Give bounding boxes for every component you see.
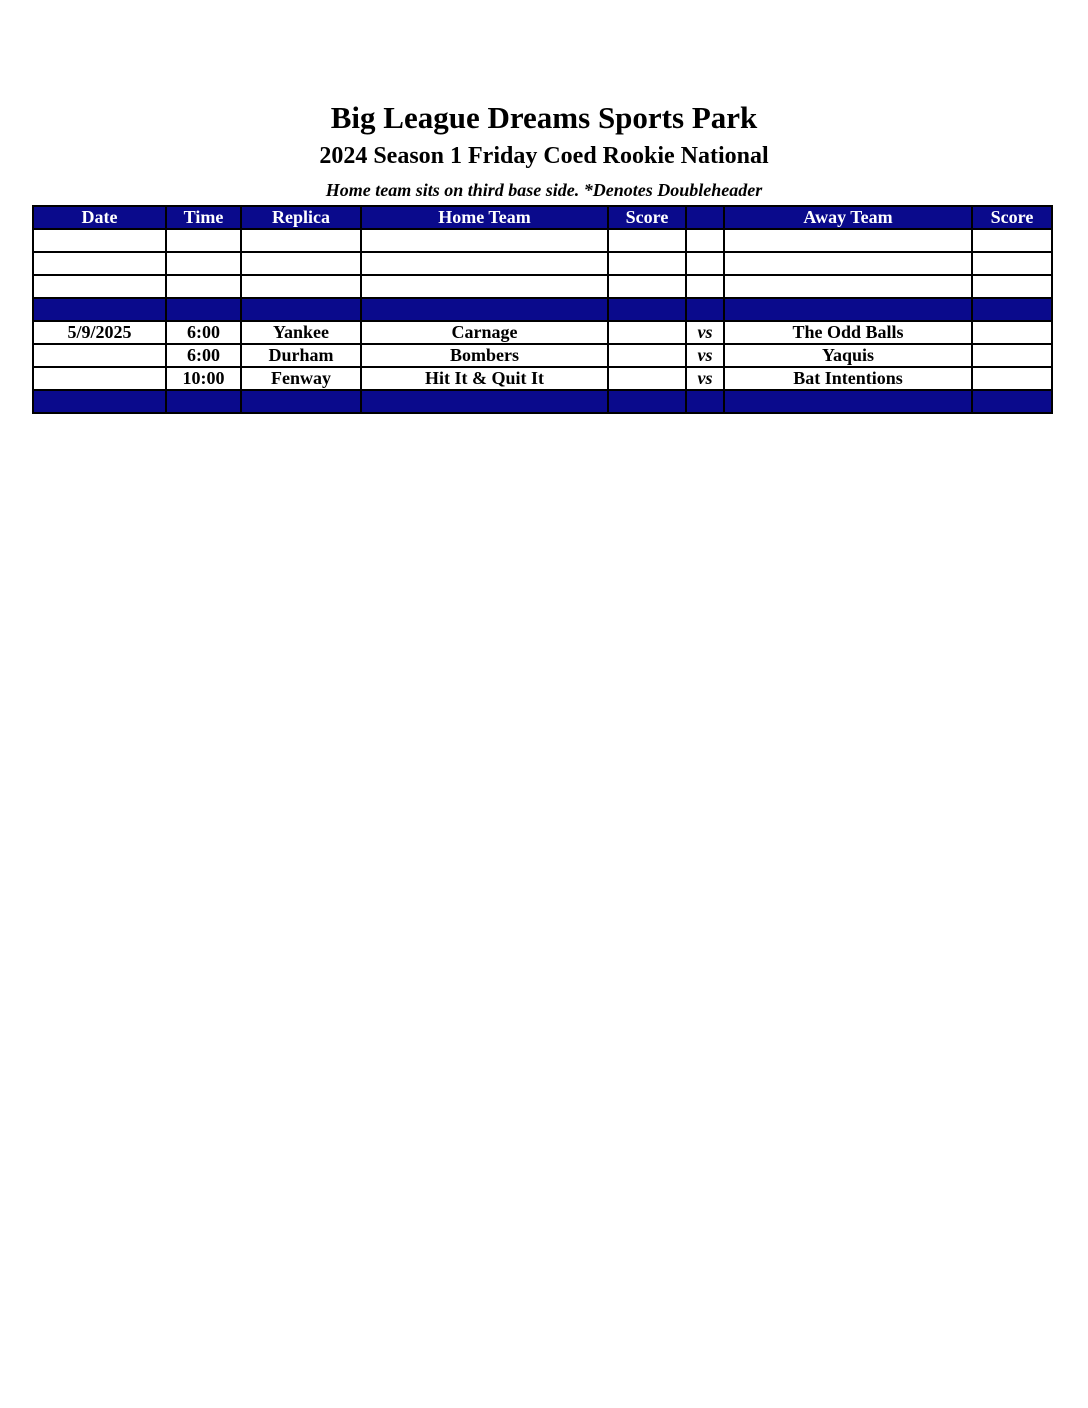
schedule-subtitle: 2024 Season 1 Friday Coed Rookie National [319, 143, 769, 169]
game-home-team: Hit It & Quit It [361, 367, 608, 390]
game-home-team: Bombers [361, 344, 608, 367]
game-vs: vs [686, 344, 724, 367]
game-time: 10:00 [166, 367, 241, 390]
header-row [33, 206, 1052, 229]
game-row [33, 344, 1052, 367]
home-team-note: Home team sits on third base side. *Denotes Doubleheader [325, 180, 763, 200]
game-away-score [972, 367, 1052, 390]
game-replica: Yankee [241, 321, 361, 344]
game-time: 6:00 [166, 321, 241, 344]
column-header-away-team: Away Team [724, 206, 972, 229]
game-replica: Durham [241, 344, 361, 367]
game-vs: vs [686, 321, 724, 344]
column-header-home-team: Home Team [361, 206, 608, 229]
game-vs: vs [686, 367, 724, 390]
empty-row [33, 275, 1052, 298]
column-header-replica: Replica [241, 206, 361, 229]
game-away-team: The Odd Balls [724, 321, 972, 344]
separator-row [33, 390, 1052, 413]
game-time: 6:00 [166, 344, 241, 367]
game-date: 5/9/2025 [33, 321, 166, 344]
game-home-score [608, 367, 686, 390]
game-away-score [972, 344, 1052, 367]
column-header-date: Date [33, 206, 166, 229]
game-away-score [972, 321, 1052, 344]
game-row [33, 321, 1052, 344]
column-header-away-score: Score [972, 206, 1052, 229]
page-title: Big League Dreams Sports Park [330, 100, 758, 135]
empty-row [33, 252, 1052, 275]
game-away-team: Bat Intentions [724, 367, 972, 390]
game-date [33, 367, 166, 390]
game-home-score [608, 344, 686, 367]
column-header-vs [686, 206, 724, 229]
column-header-time: Time [166, 206, 241, 229]
game-home-score [608, 321, 686, 344]
game-date [33, 344, 166, 367]
column-header-home-score: Score [608, 206, 686, 229]
empty-row [33, 229, 1052, 252]
game-away-team: Yaquis [724, 344, 972, 367]
game-replica: Fenway [241, 367, 361, 390]
separator-row [33, 298, 1052, 321]
schedule-table [32, 205, 1053, 414]
game-home-team: Carnage [361, 321, 608, 344]
game-row [33, 367, 1052, 390]
